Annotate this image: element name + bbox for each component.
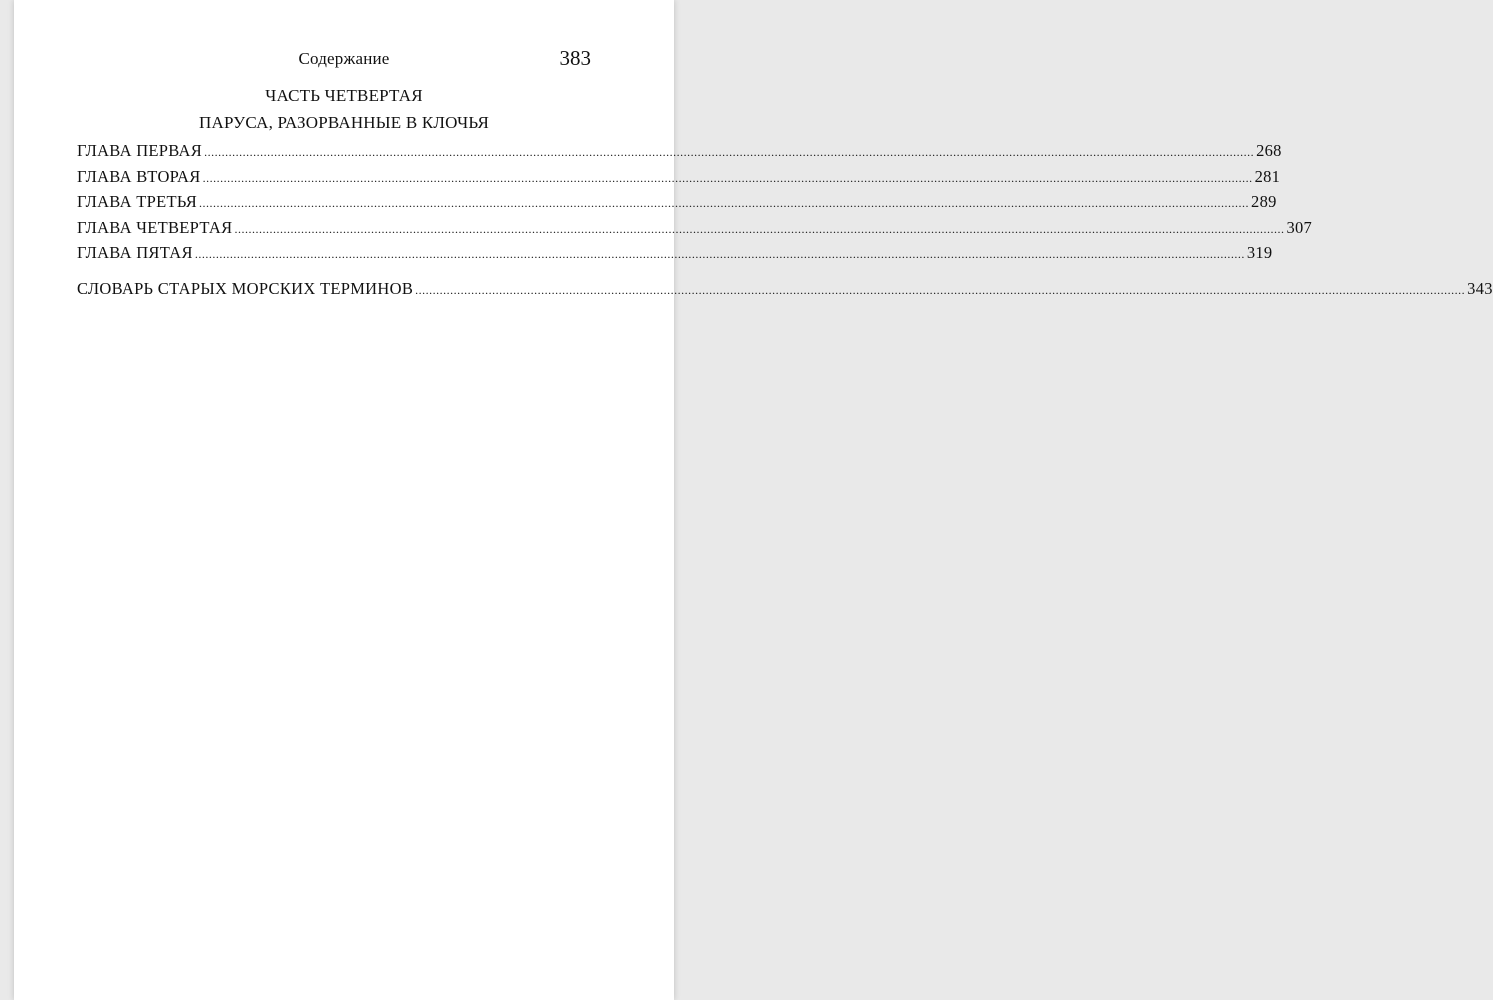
toc-entry-label: ГЛАВА ЧЕТВЕРТАЯ [77,217,233,237]
part-subtitle: ПАРУСА, РАЗОРВАННЫЕ В КЛОЧЬЯ [199,113,489,132]
toc-entry-page: 289 [1251,192,1277,211]
toc-entry-chapter-5[interactable] [77,243,1273,269]
running-title: Содержание [298,49,390,68]
toc-entry-page: 319 [1246,243,1273,262]
toc-entry-chapter-1[interactable] [77,141,1282,167]
dot-leader: ............................................................................................................................................................................................................................................................................................................ [199,196,1250,210]
toc-entry-page: 268 [1256,141,1282,160]
toc-entry-label: СЛОВАРЬ СТАРЫХ МОРСКИХ ТЕРМИНОВ [77,278,414,298]
book-page [14,0,1493,1000]
toc-entry-chapter-3[interactable] [77,192,1277,218]
dot-leader: ............................................................................................................................................................................................................................................................................................................ [234,221,1285,236]
toc-entry-glossary[interactable] [77,278,1493,305]
toc-entry-chapter-2[interactable] [77,166,1281,193]
dot-leader: ............................................................................................................................................................................................................................................................................................................ [204,145,1255,159]
toc-entry-label: ГЛАВА ТРЕТЬЯ [77,192,198,211]
part-title: ЧАСТЬ ЧЕТВЕРТАЯ [265,86,423,105]
dot-leader: ............................................................................................................................................................................................................................................................................................................ [194,247,1245,261]
dot-leader: ............................................................................................................................................................................................................................................................................................................ [202,170,1253,185]
toc-entry-page: 307 [1286,217,1313,237]
dot-leader: ............................................................................................................................................................................................................................................................................................................ [415,282,1466,297]
running-head [14,46,674,74]
toc-entry-label: ГЛАВА ПЯТАЯ [77,243,193,262]
toc-entry-chapter-4[interactable] [77,217,1313,244]
toc-entry-page: 281 [1254,166,1281,186]
table-of-contents [77,141,1493,304]
page-number: 383 [559,46,591,70]
toc-entry-label: ГЛАВА ВТОРАЯ [77,166,201,186]
toc-entry-label: ГЛАВА ПЕРВАЯ [77,141,203,160]
toc-entry-page: 343 [1467,278,1493,298]
